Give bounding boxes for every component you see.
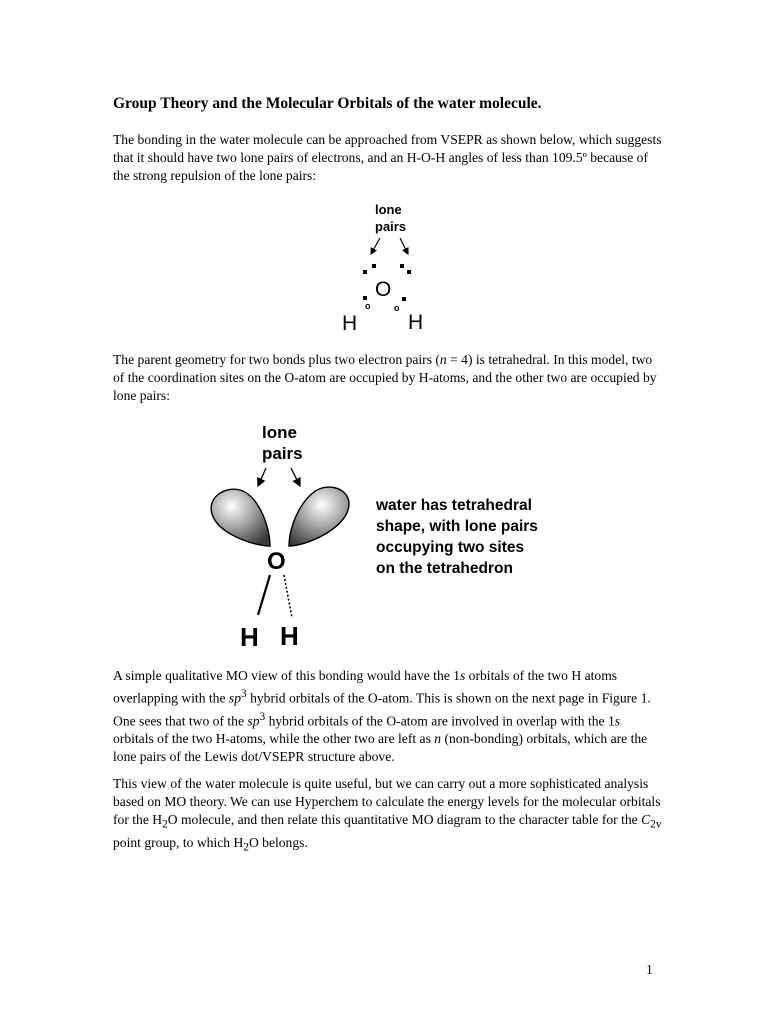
- lone-pair-lobe-right: [289, 487, 349, 546]
- document-title: Group Theory and the Molecular Orbitals of the water molecule.: [113, 95, 542, 112]
- lone-pair-arrow-right: [400, 238, 408, 254]
- caption-line-4: on the tetrahedron: [376, 560, 513, 577]
- intro-paragraph: The bonding in the water molecule can be approached from VSEPR as shown below, which suggests that it should have two lone pairs of electrons, and an H-O-H angles of less than 109.5º because of the strong repulsion of the lone pairs:: [113, 132, 662, 183]
- hydrogen-atom-label-right: H: [408, 311, 424, 334]
- caption-line-2: shape, with lone pairs: [376, 518, 538, 535]
- lone-pairs-label-line2: pairs: [375, 219, 407, 234]
- vsepr-lewis-diagram: [330, 198, 440, 338]
- tetrahedral-paragraph: The parent geometry for two bonds plus two electron pairs (n = 4) is tetrahedral. In this model, two of the coordination sites on the O-atom are occupied by H-atoms, and the other two are occupied by lone pairs:: [113, 352, 657, 403]
- caption-line-3: occupying two sites: [376, 539, 525, 556]
- solid-bond: [258, 575, 270, 615]
- lone-pairs-label-line1: lone: [262, 423, 297, 442]
- mo-view-paragraph: A simple qualitative MO view of this bonding would have the 1s orbitals of the two H atoms overlapping with the $sp^3$ hybrid orbitals of the O-atom. This is shown on the next page in Figure 1. One sees that two of the $sp^3$ hybrid orbitals of the O-atom are involved in overlap with the 1s orbitals of the two H-atoms, while the other two are left as n (non-bonding) orbitals, which are the lone pairs of the Lewis dot/VSEPR structure above.: [113, 668, 651, 765]
- oxygen-atom-label: O: [267, 548, 286, 575]
- page-number: 1: [646, 962, 653, 977]
- hydrogen-atom-label-left: H: [240, 622, 259, 652]
- dashed-bond: [284, 575, 292, 618]
- lone-pairs-label-line1: lone: [375, 202, 402, 217]
- bond-mark-right: o: [394, 303, 400, 313]
- hydrogen-atom-label-left: H: [342, 312, 358, 335]
- mo-theory-paragraph: This view of the water molecule is quite useful, but we can carry out a more sophisticated analysis based on MO theory. We can use Hyperchem to calculate the energy levels for the molecular orbitals for the $H_2O$ molecule, and then relate this quantitative MO diagram to the character table for the $C_{2v}$ point group, to which $H_2O$ belongs.: [113, 776, 662, 854]
- oxygen-atom-label: O: [375, 278, 392, 301]
- bond-mark-left: o: [365, 301, 371, 311]
- lone-pair-lobe-left: [211, 489, 270, 546]
- caption-line-1: water has tetrahedral: [376, 497, 532, 514]
- lone-pairs-label-line2: pairs: [262, 444, 303, 463]
- lone-pair-arrow-left: [371, 238, 380, 254]
- hydrogen-atom-label-right: H: [280, 621, 299, 651]
- lone-pair-arrow-right: [291, 468, 300, 486]
- lone-pair-arrow-left: [258, 468, 266, 486]
- tetrahedral-water-diagram: [200, 418, 580, 658]
